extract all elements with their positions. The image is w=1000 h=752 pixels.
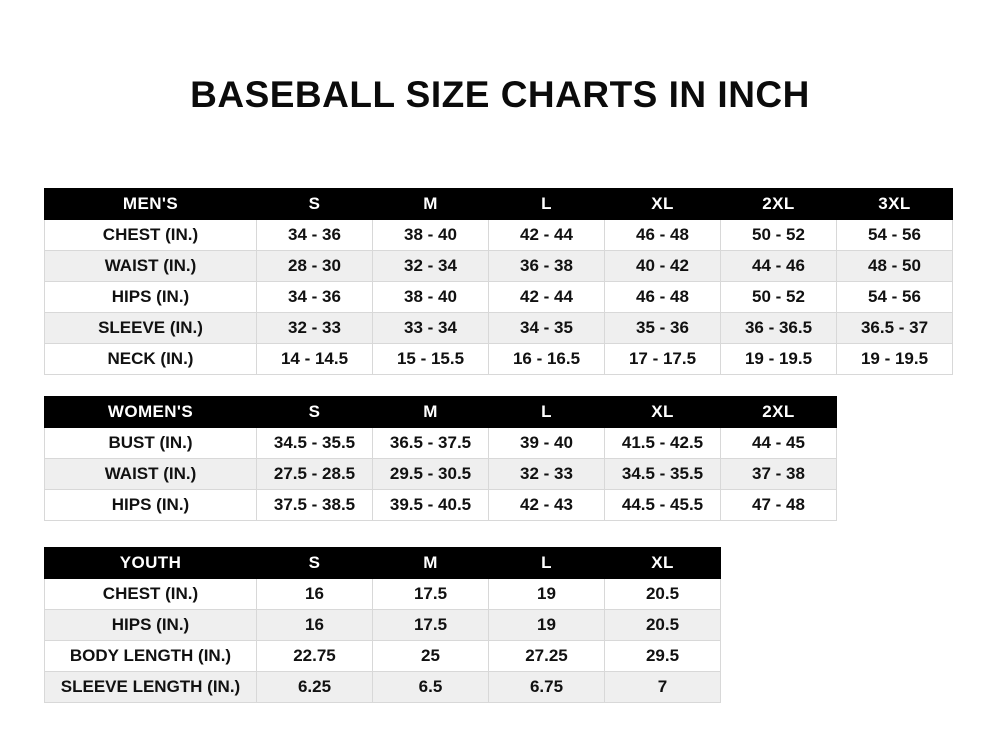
size-header: L	[489, 548, 605, 579]
measurement-value: 29.5	[605, 641, 721, 672]
table-row	[45, 490, 837, 521]
measurement-value: 32 - 33	[489, 459, 605, 490]
size-header: XL	[605, 548, 721, 579]
measurement-value: 20.5	[605, 610, 721, 641]
measurement-value: 16	[257, 579, 373, 610]
youth-size-chart	[44, 547, 721, 703]
category-header: WOMEN'S	[45, 397, 257, 428]
table-row	[45, 282, 953, 313]
measurement-value: 14 - 14.5	[257, 344, 373, 375]
measurement-value: 36 - 36.5	[721, 313, 837, 344]
measurement-value: 6.5	[373, 672, 489, 703]
size-header: 3XL	[837, 189, 953, 220]
measurement-label: WAIST (IN.)	[45, 251, 257, 282]
measurement-label: BODY LENGTH (IN.)	[45, 641, 257, 672]
measurement-value: 36 - 38	[489, 251, 605, 282]
measurement-label: SLEEVE LENGTH (IN.)	[45, 672, 257, 703]
womens-size-chart	[44, 396, 837, 521]
measurement-value: 17.5	[373, 579, 489, 610]
measurement-value: 34 - 36	[257, 220, 373, 251]
measurement-value: 48 - 50	[837, 251, 953, 282]
table-header-row	[45, 548, 721, 579]
measurement-value: 54 - 56	[837, 282, 953, 313]
measurement-value: 42 - 43	[489, 490, 605, 521]
measurement-label: SLEEVE (IN.)	[45, 313, 257, 344]
measurement-value: 17 - 17.5	[605, 344, 721, 375]
size-header: M	[373, 397, 489, 428]
size-header: L	[489, 189, 605, 220]
youth-table	[44, 547, 721, 703]
size-header: S	[257, 189, 373, 220]
measurement-value: 28 - 30	[257, 251, 373, 282]
size-header: M	[373, 189, 489, 220]
measurement-value: 50 - 52	[721, 220, 837, 251]
category-header: YOUTH	[45, 548, 257, 579]
table-row	[45, 313, 953, 344]
category-header: MEN'S	[45, 189, 257, 220]
table-row	[45, 220, 953, 251]
measurement-value: 44.5 - 45.5	[605, 490, 721, 521]
womens-table	[44, 396, 837, 521]
measurement-value: 44 - 45	[721, 428, 837, 459]
measurement-value: 40 - 42	[605, 251, 721, 282]
measurement-value: 38 - 40	[373, 220, 489, 251]
measurement-value: 29.5 - 30.5	[373, 459, 489, 490]
measurement-value: 47 - 48	[721, 490, 837, 521]
mens-table	[44, 188, 953, 375]
measurement-value: 16 - 16.5	[489, 344, 605, 375]
size-header: L	[489, 397, 605, 428]
table-row	[45, 459, 837, 490]
measurement-value: 39 - 40	[489, 428, 605, 459]
measurement-label: HIPS (IN.)	[45, 610, 257, 641]
measurement-value: 34.5 - 35.5	[605, 459, 721, 490]
measurement-value: 36.5 - 37.5	[373, 428, 489, 459]
table-row	[45, 428, 837, 459]
table-header-row	[45, 397, 837, 428]
measurement-value: 34.5 - 35.5	[257, 428, 373, 459]
measurement-label: CHEST (IN.)	[45, 579, 257, 610]
size-header: XL	[605, 189, 721, 220]
measurement-value: 37.5 - 38.5	[257, 490, 373, 521]
measurement-value: 19	[489, 610, 605, 641]
measurement-label: HIPS (IN.)	[45, 490, 257, 521]
measurement-value: 20.5	[605, 579, 721, 610]
measurement-value: 6.25	[257, 672, 373, 703]
measurement-value: 42 - 44	[489, 220, 605, 251]
measurement-value: 32 - 34	[373, 251, 489, 282]
measurement-label: BUST (IN.)	[45, 428, 257, 459]
size-header: 2XL	[721, 189, 837, 220]
measurement-label: WAIST (IN.)	[45, 459, 257, 490]
measurement-value: 44 - 46	[721, 251, 837, 282]
measurement-value: 25	[373, 641, 489, 672]
table-row	[45, 344, 953, 375]
measurement-value: 34 - 36	[257, 282, 373, 313]
size-header: S	[257, 548, 373, 579]
measurement-label: HIPS (IN.)	[45, 282, 257, 313]
measurement-value: 16	[257, 610, 373, 641]
measurement-value: 38 - 40	[373, 282, 489, 313]
measurement-value: 19 - 19.5	[837, 344, 953, 375]
measurement-value: 15 - 15.5	[373, 344, 489, 375]
table-header-row	[45, 189, 953, 220]
measurement-value: 37 - 38	[721, 459, 837, 490]
size-header: XL	[605, 397, 721, 428]
measurement-value: 19	[489, 579, 605, 610]
size-header: S	[257, 397, 373, 428]
measurement-value: 41.5 - 42.5	[605, 428, 721, 459]
measurement-value: 19 - 19.5	[721, 344, 837, 375]
measurement-value: 35 - 36	[605, 313, 721, 344]
measurement-value: 46 - 48	[605, 282, 721, 313]
measurement-label: CHEST (IN.)	[45, 220, 257, 251]
measurement-value: 54 - 56	[837, 220, 953, 251]
measurement-value: 6.75	[489, 672, 605, 703]
measurement-value: 7	[605, 672, 721, 703]
measurement-value: 39.5 - 40.5	[373, 490, 489, 521]
size-header: M	[373, 548, 489, 579]
measurement-value: 17.5	[373, 610, 489, 641]
measurement-value: 32 - 33	[257, 313, 373, 344]
table-row	[45, 672, 721, 703]
mens-size-chart	[44, 188, 953, 375]
measurement-value: 33 - 34	[373, 313, 489, 344]
measurement-value: 27.5 - 28.5	[257, 459, 373, 490]
measurement-value: 34 - 35	[489, 313, 605, 344]
page-title: BASEBALL SIZE CHARTS IN INCH	[190, 74, 810, 115]
measurement-value: 36.5 - 37	[837, 313, 953, 344]
measurement-value: 22.75	[257, 641, 373, 672]
table-row	[45, 579, 721, 610]
size-header: 2XL	[721, 397, 837, 428]
table-row	[45, 251, 953, 282]
measurement-value: 50 - 52	[721, 282, 837, 313]
measurement-value: 42 - 44	[489, 282, 605, 313]
measurement-value: 27.25	[489, 641, 605, 672]
measurement-value: 46 - 48	[605, 220, 721, 251]
table-row	[45, 610, 721, 641]
table-row	[45, 641, 721, 672]
measurement-label: NECK (IN.)	[45, 344, 257, 375]
